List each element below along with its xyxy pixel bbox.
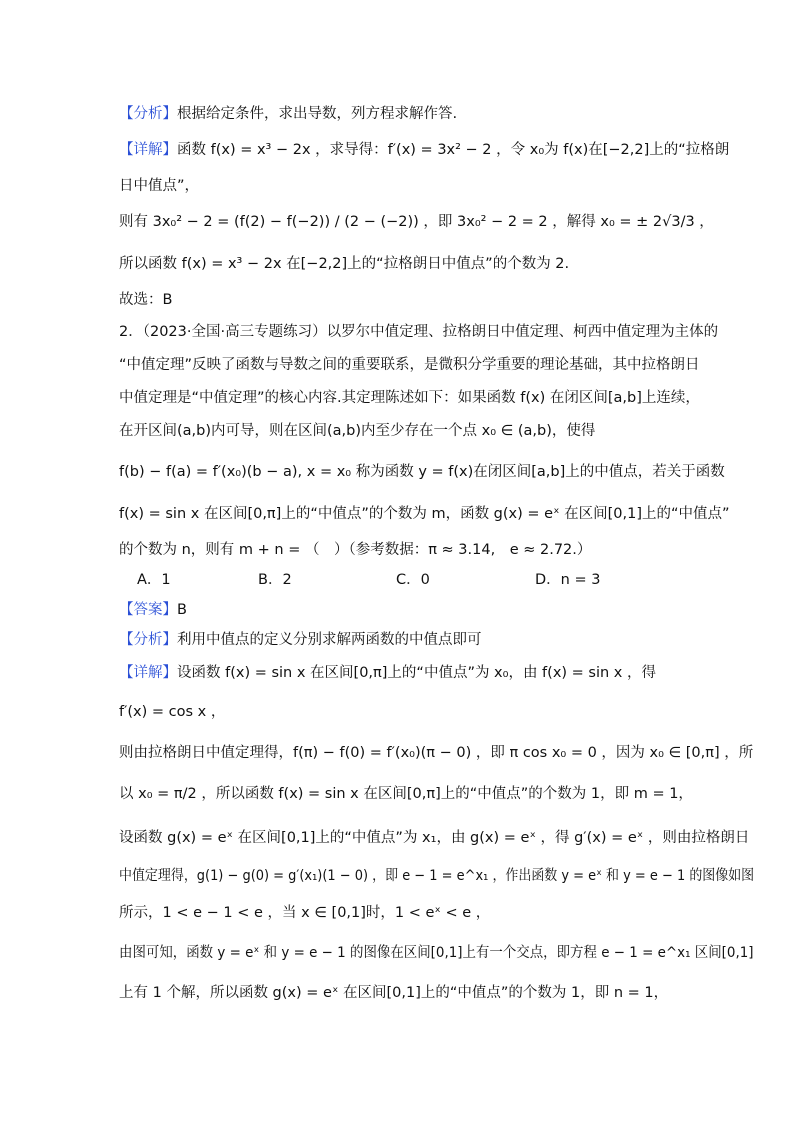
text-line <box>119 600 187 620</box>
line-text: 函数 f(x) = x³ − 2x ，求导得：f′(x) = 3x² − 2 ，令 x₀为 f(x)在[−2,2]上的“拉格朗 <box>177 142 730 158</box>
line-text: 设函数 g(x) = eˣ 在区间[0,1]上的“中值点”为 x₁，由 g(x) = eˣ ，得 g′(x) = eˣ ，则由拉格朗日 <box>119 830 750 846</box>
section-tag: 【分析】 <box>119 632 177 648</box>
text-line <box>119 421 595 441</box>
option-a: A．1 <box>137 572 171 588</box>
line-text: 利用中值点的定义分别求解两函数的中值点即可 <box>177 632 482 648</box>
text-line <box>119 462 725 482</box>
text-line <box>119 176 199 196</box>
text-line <box>119 903 490 923</box>
text-line <box>119 743 753 763</box>
line-text: 日中值点”， <box>119 178 200 194</box>
line-text: 中值定理是“中值定理”的核心内容.其定理陈述如下：如果函数 f(x) 在闭区间[a,b]上连续， <box>119 390 700 406</box>
section-tag: 【详解】 <box>119 142 177 158</box>
text-line <box>119 104 457 124</box>
line-text: f′(x) = cos x ， <box>119 704 226 720</box>
text-line <box>119 784 693 804</box>
section-tag: 【分析】 <box>119 106 177 122</box>
line-text: “中值定理”反映了函数与导数之间的重要联系，是微积分学重要的理论基础，其中拉格朗日 <box>119 357 700 373</box>
text-line <box>119 702 225 722</box>
text-line <box>119 983 668 1003</box>
line-text: 故选：B <box>119 292 173 308</box>
line-text: 所示，1 < e − 1 < e ，当 x ∈ [0,1]时，1 < eˣ < e ， <box>119 905 491 921</box>
text-line <box>119 540 591 560</box>
line-text: 2．（2023·全国·高三专题练习）以罗尔中值定理、拉格朗日中值定理、柯西中值定理为主体的 <box>119 324 719 340</box>
option-c: C．0 <box>396 572 430 588</box>
text-line <box>119 322 718 342</box>
text-line <box>119 290 172 310</box>
text-line <box>119 355 700 375</box>
text-line <box>119 140 729 160</box>
line-text: 由图可知，函数 y = eˣ 和 y = e − 1 的图像在区间[0,1]上有一个交点，即方程 e − 1 = e^x₁ 区间[0,1] <box>119 945 754 961</box>
line-text: 上有 1 个解，所以函数 g(x) = eˣ 在区间[0,1]上的“中值点”的个数为 1，即 n = 1， <box>119 985 669 1001</box>
line-text: 的个数为 n，则有 m + n = （ ）（参考数据：π ≈ 3.14, e ≈ 2.72.） <box>119 542 592 558</box>
line-text: 中值定理得，g(1) − g(0) = g′(x₁)(1 − 0) ，即 e − 1 = e^x₁ ，作出函数 y = eˣ 和 y = e − 1 的图像如图 <box>119 868 755 884</box>
line-text: B <box>177 602 187 618</box>
line-text: f(b) − f(a) = f′(x₀)(b − a), x = x₀ 称为函数 y = f(x)在闭区间[a,b]上的中值点，若关于函数 <box>119 464 725 480</box>
section-tag: 【答案】 <box>119 602 177 618</box>
answer-options <box>137 570 737 590</box>
line-text: 在开区间(a,b)内可导，则在区间(a,b)内至少存在一个点 x₀ ∈ (a,b)，使得 <box>119 423 596 439</box>
text-line <box>119 388 700 408</box>
line-text: 设函数 f(x) = sin x 在区间[0,π]上的“中值点”为 x₀，由 f(x) = sin x ，得 <box>177 665 657 681</box>
line-text: 以 x₀ = π/2 ，所以函数 f(x) = sin x 在区间[0,π]上的“中值点”的个数为 1，即 m = 1， <box>119 786 693 802</box>
line-text: 所以函数 f(x) = x³ − 2x 在[−2,2]上的“拉格朗日中值点”的个数为 2. <box>119 256 570 272</box>
line-text: 根据给定条件，求出导数，列方程求解作答. <box>177 106 458 122</box>
text-line <box>119 828 749 848</box>
line-text: f(x) = sin x 在区间[0,π]上的“中值点”的个数为 m，函数 g(x) = eˣ 在区间[0,1]上的“中值点” <box>119 506 730 522</box>
text-line <box>119 254 569 274</box>
section-tag: 【详解】 <box>119 665 177 681</box>
text-line <box>119 663 656 683</box>
text-line <box>119 943 754 963</box>
line-text: 则由拉格朗日中值定理得，f(π) − f(0) = f′(x₀)(π − 0) ，即 π cos x₀ = 0 ，因为 x₀ ∈ [0,π] ，所 <box>119 745 754 761</box>
text-line <box>119 212 714 232</box>
text-line <box>119 504 730 524</box>
line-text: 则有 3x₀² − 2 = (f(2) − f(−2)) / (2 − (−2)) ，即 3x₀² − 2 = 2 ，解得 x₀ = ± 2√3/3 ， <box>119 214 714 230</box>
text-line <box>119 866 754 886</box>
option-d: D．n = 3 <box>535 572 601 588</box>
option-b: B．2 <box>258 572 292 588</box>
text-line <box>119 630 482 650</box>
